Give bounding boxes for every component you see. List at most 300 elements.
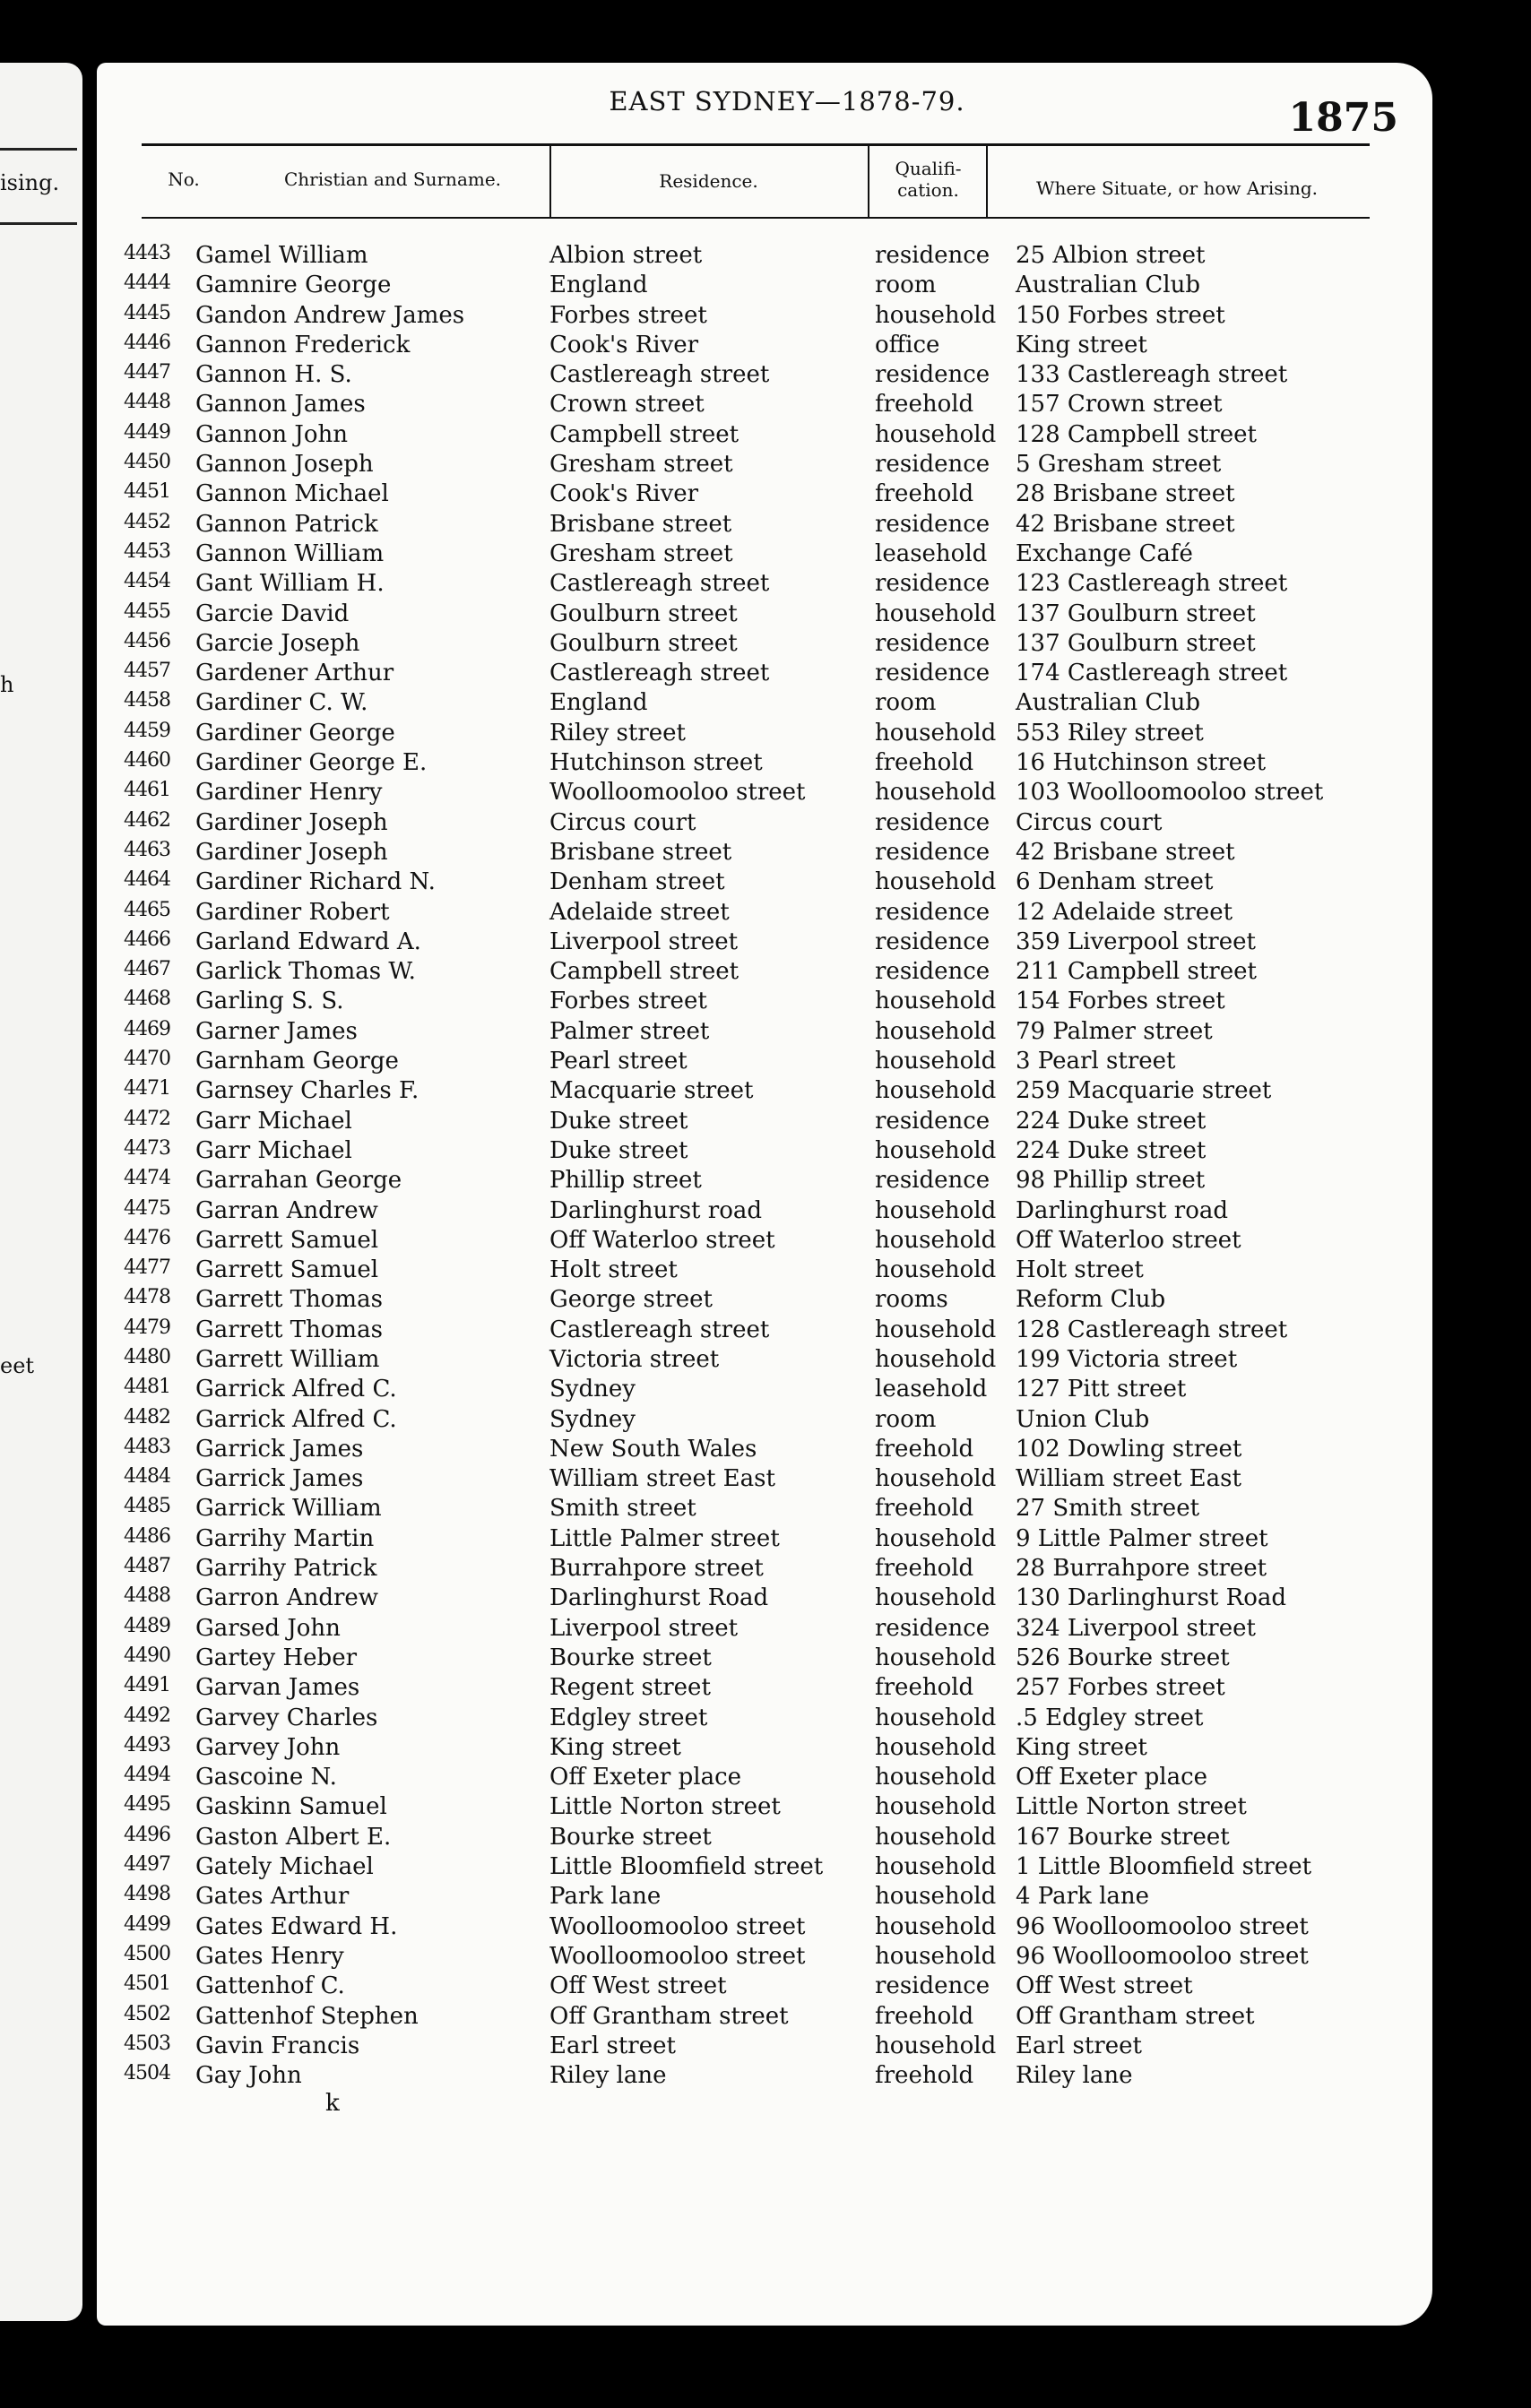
entry-qualification: household bbox=[875, 1883, 997, 1911]
entry-row bbox=[97, 1644, 1432, 1674]
entry-where-situate: 211 Campbell street bbox=[1016, 958, 1257, 986]
entry-name: Gartey Heber bbox=[195, 1644, 358, 1671]
entry-residence: Forbes street bbox=[549, 988, 707, 1015]
entry-qualification: household bbox=[875, 1465, 997, 1493]
entry-where-situate: 4 Park lane bbox=[1016, 1883, 1150, 1911]
entry-row bbox=[97, 1913, 1432, 1943]
entry-residence: Castlereagh street bbox=[549, 1316, 770, 1343]
entry-where-situate: Darlinghurst road bbox=[1016, 1196, 1228, 1224]
entry-name: Gannon Patrick bbox=[195, 510, 378, 538]
entry-number: 4489 bbox=[124, 1614, 170, 1637]
entry-row bbox=[97, 899, 1432, 928]
entry-name: Gannon James bbox=[195, 391, 366, 419]
header-top-rule bbox=[142, 143, 1370, 146]
entry-residence: England bbox=[549, 689, 648, 717]
entry-number: 4504 bbox=[124, 2062, 170, 2085]
entry-qualification: freehold bbox=[875, 1674, 974, 1702]
entry-residence: Palmer street bbox=[549, 1017, 710, 1045]
entry-residence: Goulburn street bbox=[549, 629, 738, 657]
previous-page-margin-text: h bbox=[0, 672, 14, 697]
entry-where-situate: 224 Duke street bbox=[1016, 1136, 1207, 1164]
entry-row bbox=[97, 570, 1432, 600]
entry-row bbox=[97, 779, 1432, 808]
column-header-name: Christian and Surname. bbox=[283, 168, 502, 190]
entry-number: 4457 bbox=[124, 660, 170, 683]
entry-where-situate: 174 Castlereagh street bbox=[1016, 660, 1288, 687]
entry-number: 4451 bbox=[124, 480, 170, 504]
entry-number: 4481 bbox=[124, 1376, 170, 1399]
entry-where-situate: 150 Forbes street bbox=[1016, 301, 1225, 329]
entry-name: Gardiner Joseph bbox=[195, 838, 388, 866]
entry-qualification: household bbox=[875, 988, 997, 1015]
entry-name: Garnsey Charles F. bbox=[195, 1077, 420, 1105]
entry-residence: Earl street bbox=[549, 2032, 676, 2059]
entry-number: 4487 bbox=[124, 1555, 170, 1578]
entry-qualification: residence bbox=[875, 1167, 990, 1195]
entry-number: 4446 bbox=[124, 331, 170, 354]
entry-residence: Castlereagh street bbox=[549, 660, 770, 687]
entry-qualification: freehold bbox=[875, 1555, 974, 1583]
printer-signature-mark: k bbox=[325, 2090, 340, 2117]
entry-name: Garcie David bbox=[195, 600, 350, 627]
entry-where-situate: 28 Brisbane street bbox=[1016, 480, 1235, 508]
entry-where-situate: King street bbox=[1016, 1733, 1147, 1761]
entry-qualification: household bbox=[875, 1704, 997, 1731]
entry-number: 4478 bbox=[124, 1286, 170, 1309]
entry-row bbox=[97, 1584, 1432, 1614]
entry-number: 4497 bbox=[124, 1853, 170, 1877]
entry-qualification: leasehold bbox=[875, 539, 988, 567]
entry-where-situate: 128 Castlereagh street bbox=[1016, 1316, 1288, 1343]
entry-row bbox=[97, 421, 1432, 451]
entry-number: 4461 bbox=[124, 779, 170, 802]
entry-qualification: household bbox=[875, 1345, 997, 1373]
entry-residence: Crown street bbox=[549, 391, 705, 419]
entry-name: Gascoine N. bbox=[195, 1764, 337, 1791]
entry-number: 4450 bbox=[124, 451, 170, 474]
entry-qualification: household bbox=[875, 301, 997, 329]
entry-name: Gardiner Richard N. bbox=[195, 868, 436, 896]
entry-residence: Circus court bbox=[549, 808, 696, 836]
entry-row bbox=[97, 1465, 1432, 1495]
entry-qualification: freehold bbox=[875, 480, 974, 508]
entry-row bbox=[97, 1137, 1432, 1167]
entry-name: Gardiner George E. bbox=[195, 749, 428, 777]
entry-name: Garrett Thomas bbox=[195, 1316, 383, 1343]
entry-qualification: household bbox=[875, 600, 997, 627]
entry-where-situate: Union Club bbox=[1016, 1405, 1150, 1433]
entry-number: 4482 bbox=[124, 1405, 170, 1428]
entry-residence: Little Norton street bbox=[549, 1793, 781, 1821]
entry-residence: Holt street bbox=[549, 1256, 678, 1284]
entry-qualification: residence bbox=[875, 570, 990, 598]
entry-where-situate: 137 Goulburn street bbox=[1016, 629, 1256, 657]
entry-row bbox=[97, 361, 1432, 391]
entry-qualification: freehold bbox=[875, 1495, 974, 1523]
entry-where-situate: 324 Liverpool street bbox=[1016, 1614, 1256, 1642]
entry-where-situate: Exchange Café bbox=[1016, 539, 1193, 567]
entry-where-situate: 167 Bourke street bbox=[1016, 1823, 1230, 1851]
entry-row bbox=[97, 1525, 1432, 1555]
entry-row bbox=[97, 958, 1432, 988]
entry-name: Gandon Andrew James bbox=[195, 301, 465, 329]
entry-name: Gardiner Joseph bbox=[195, 808, 388, 836]
entry-row bbox=[97, 1436, 1432, 1465]
entry-where-situate: 157 Crown street bbox=[1016, 391, 1223, 419]
entry-residence: Campbell street bbox=[549, 958, 740, 986]
entry-row bbox=[97, 1674, 1432, 1704]
entry-where-situate: 98 Phillip street bbox=[1016, 1167, 1206, 1195]
entry-number: 4453 bbox=[124, 539, 170, 563]
entry-residence: Castlereagh street bbox=[549, 570, 770, 598]
entry-number: 4466 bbox=[124, 928, 170, 951]
electoral-roll-entries bbox=[97, 242, 1432, 2092]
entry-row bbox=[97, 1376, 1432, 1405]
entry-qualification: residence bbox=[875, 1972, 990, 2000]
entry-residence: Phillip street bbox=[549, 1167, 702, 1195]
entry-number: 4501 bbox=[124, 1972, 170, 1996]
entry-name: Garvan James bbox=[195, 1674, 360, 1702]
entry-number: 4456 bbox=[124, 629, 170, 652]
entry-residence: Albion street bbox=[549, 242, 703, 269]
entry-qualification: residence bbox=[875, 808, 990, 836]
entry-number: 4493 bbox=[124, 1733, 170, 1756]
column-header-no: No. bbox=[168, 168, 200, 190]
entry-residence: George street bbox=[549, 1286, 713, 1314]
entry-where-situate: Earl street bbox=[1016, 2032, 1142, 2059]
entry-row bbox=[97, 511, 1432, 540]
entry-row bbox=[97, 600, 1432, 630]
entry-where-situate: 6 Denham street bbox=[1016, 868, 1214, 896]
entry-number: 4462 bbox=[124, 808, 170, 832]
entry-name: Garrett William bbox=[195, 1345, 380, 1373]
entry-number: 4498 bbox=[124, 1883, 170, 1906]
entry-row bbox=[97, 1346, 1432, 1376]
entry-row bbox=[97, 1286, 1432, 1316]
entry-number: 4492 bbox=[124, 1704, 170, 1727]
entry-row bbox=[97, 272, 1432, 301]
entry-where-situate: 553 Riley street bbox=[1016, 719, 1204, 747]
entry-name: Garner James bbox=[195, 1017, 358, 1045]
entry-number: 4495 bbox=[124, 1793, 170, 1817]
entry-residence: Off Waterloo street bbox=[549, 1226, 775, 1254]
column-header-residence: Residence. bbox=[659, 170, 758, 192]
entry-number: 4464 bbox=[124, 868, 170, 892]
entry-qualification: household bbox=[875, 1853, 997, 1881]
entry-qualification: room bbox=[875, 272, 937, 299]
entry-row bbox=[97, 1495, 1432, 1524]
entry-residence: Cook's River bbox=[549, 331, 699, 358]
entry-qualification: freehold bbox=[875, 749, 974, 777]
entry-residence: England bbox=[549, 272, 648, 299]
entry-row bbox=[97, 1316, 1432, 1346]
entry-qualification: household bbox=[875, 1256, 997, 1284]
entry-qualification: household bbox=[875, 1048, 997, 1075]
entry-residence: Duke street bbox=[549, 1107, 688, 1135]
entry-where-situate: 79 Palmer street bbox=[1016, 1017, 1213, 1045]
entry-where-situate: 102 Dowling street bbox=[1016, 1435, 1242, 1463]
entry-where-situate: Off Exeter place bbox=[1016, 1764, 1208, 1791]
previous-page-header-fragment: ising. bbox=[0, 170, 60, 195]
entry-where-situate: 123 Castlereagh street bbox=[1016, 570, 1288, 598]
entry-qualification: residence bbox=[875, 1614, 990, 1642]
entry-number: 4494 bbox=[124, 1764, 170, 1787]
entry-number: 4472 bbox=[124, 1107, 170, 1130]
entry-qualification: household bbox=[875, 1524, 997, 1552]
entry-qualification: residence bbox=[875, 1107, 990, 1135]
entry-residence: Little Bloomfield street bbox=[549, 1853, 824, 1881]
previous-page-margin-text: eet bbox=[0, 1353, 35, 1378]
entry-qualification: residence bbox=[875, 928, 990, 955]
entry-row bbox=[97, 689, 1432, 719]
entry-row bbox=[97, 1883, 1432, 1912]
entry-number: 4470 bbox=[124, 1048, 170, 1071]
entry-number: 4465 bbox=[124, 898, 170, 921]
entry-name: Garling S. S. bbox=[195, 988, 344, 1015]
entry-name: Gardiner George bbox=[195, 719, 395, 747]
entry-qualification: household bbox=[875, 1942, 997, 1970]
entry-number: 4499 bbox=[124, 1912, 170, 1936]
entry-number: 4473 bbox=[124, 1136, 170, 1160]
entry-where-situate: 16 Hutchinson street bbox=[1016, 749, 1267, 777]
entry-qualification: household bbox=[875, 779, 997, 807]
entry-qualification: freehold bbox=[875, 1435, 974, 1463]
entry-qualification: household bbox=[875, 1017, 997, 1045]
entry-residence: Smith street bbox=[549, 1495, 696, 1523]
entry-number: 4484 bbox=[124, 1465, 170, 1489]
entry-row bbox=[97, 2033, 1432, 2062]
entry-name: Garsed John bbox=[195, 1614, 341, 1642]
column-divider bbox=[868, 145, 869, 217]
entry-row bbox=[97, 332, 1432, 361]
entry-residence: New South Wales bbox=[549, 1435, 757, 1463]
entry-residence: Woolloomooloo street bbox=[549, 1912, 806, 1940]
entry-qualification: freehold bbox=[875, 2002, 974, 2030]
entry-row bbox=[97, 1793, 1432, 1823]
entry-number: 4488 bbox=[124, 1584, 170, 1608]
entry-residence: Darlinghurst Road bbox=[549, 1584, 769, 1612]
entry-name: Garrett Samuel bbox=[195, 1256, 379, 1284]
entry-name: Gamnire George bbox=[195, 272, 392, 299]
entry-residence: Castlereagh street bbox=[549, 361, 770, 389]
entry-residence: Bourke street bbox=[549, 1644, 712, 1671]
entry-row bbox=[97, 1853, 1432, 1883]
entry-qualification: household bbox=[875, 1077, 997, 1105]
entry-number: 4463 bbox=[124, 838, 170, 861]
entry-residence: Off West street bbox=[549, 1972, 727, 2000]
entry-residence: Cook's River bbox=[549, 480, 699, 508]
entry-where-situate: .5 Edgley street bbox=[1016, 1704, 1204, 1731]
entry-name: Gattenhof Stephen bbox=[195, 2002, 419, 2030]
entry-name: Gately Michael bbox=[195, 1853, 374, 1881]
entry-qualification: household bbox=[875, 1912, 997, 1940]
entry-qualification: residence bbox=[875, 838, 990, 866]
entry-row bbox=[97, 660, 1432, 689]
entry-residence: Woolloomooloo street bbox=[549, 1942, 806, 1970]
entry-qualification: household bbox=[875, 1316, 997, 1343]
entry-row bbox=[97, 540, 1432, 570]
entry-row bbox=[97, 809, 1432, 839]
entry-residence: Little Palmer street bbox=[549, 1524, 780, 1552]
entry-number: 4447 bbox=[124, 361, 170, 384]
entry-where-situate: 1 Little Bloomfield street bbox=[1016, 1853, 1312, 1881]
entry-residence: Adelaide street bbox=[549, 898, 730, 926]
entry-name: Gannon H. S. bbox=[195, 361, 352, 389]
entry-residence: King street bbox=[549, 1733, 681, 1761]
entry-name: Garnham George bbox=[195, 1048, 399, 1075]
entry-name: Garcie Joseph bbox=[195, 629, 360, 657]
entry-residence: Park lane bbox=[549, 1883, 662, 1911]
entry-residence: Victoria street bbox=[549, 1345, 720, 1373]
entry-residence: Darlinghurst road bbox=[549, 1196, 762, 1224]
entry-where-situate: 42 Brisbane street bbox=[1016, 838, 1235, 866]
previous-page-rule bbox=[0, 222, 77, 225]
entry-number: 4449 bbox=[124, 420, 170, 444]
entry-residence: Hutchinson street bbox=[549, 749, 763, 777]
entry-number: 4468 bbox=[124, 988, 170, 1011]
entry-name: Garran Andrew bbox=[195, 1196, 378, 1224]
entry-row bbox=[97, 1256, 1432, 1286]
entry-row bbox=[97, 630, 1432, 660]
entry-where-situate: 133 Castlereagh street bbox=[1016, 361, 1288, 389]
entry-where-situate: 224 Duke street bbox=[1016, 1107, 1207, 1135]
entry-name: Garron Andrew bbox=[195, 1584, 379, 1612]
entry-row bbox=[97, 1197, 1432, 1227]
entry-residence: Denham street bbox=[549, 868, 725, 896]
entry-row bbox=[97, 1824, 1432, 1853]
entry-row bbox=[97, 1018, 1432, 1048]
entry-row bbox=[97, 451, 1432, 480]
entry-qualification: residence bbox=[875, 361, 990, 389]
entry-name: Garland Edward A. bbox=[195, 928, 421, 955]
entry-name: Garrett Samuel bbox=[195, 1226, 379, 1254]
entry-name: Gattenhof C. bbox=[195, 1972, 345, 2000]
entry-where-situate: 12 Adelaide street bbox=[1016, 898, 1233, 926]
entry-where-situate: 128 Campbell street bbox=[1016, 420, 1257, 448]
entry-where-situate: Reform Club bbox=[1016, 1286, 1166, 1314]
entry-where-situate: 257 Forbes street bbox=[1016, 1674, 1225, 1702]
entry-name: Garvey John bbox=[195, 1733, 341, 1761]
column-header-qualification bbox=[872, 158, 984, 201]
entry-qualification: residence bbox=[875, 242, 990, 269]
entry-name: Gannon William bbox=[195, 539, 385, 567]
entry-where-situate: Off West street bbox=[1016, 1972, 1193, 2000]
entry-where-situate: King street bbox=[1016, 331, 1147, 358]
entry-number: 4469 bbox=[124, 1017, 170, 1040]
entry-number: 4475 bbox=[124, 1196, 170, 1220]
page-number: 1875 bbox=[1288, 95, 1398, 141]
entry-qualification: residence bbox=[875, 660, 990, 687]
entry-where-situate: 359 Liverpool street bbox=[1016, 928, 1256, 955]
entry-qualification: leasehold bbox=[875, 1376, 988, 1403]
column-divider bbox=[986, 145, 988, 217]
entry-qualification: room bbox=[875, 1405, 937, 1433]
entry-name: Gates Henry bbox=[195, 1942, 344, 1970]
entry-residence: Woolloomooloo street bbox=[549, 779, 806, 807]
entry-where-situate: Holt street bbox=[1016, 1256, 1144, 1284]
entry-name: Gardiner Robert bbox=[195, 898, 390, 926]
entry-number: 4479 bbox=[124, 1316, 170, 1339]
entry-row bbox=[97, 1555, 1432, 1584]
entry-residence: William street East bbox=[549, 1465, 775, 1493]
entry-name: Gardiner Henry bbox=[195, 779, 383, 807]
entry-number: 4500 bbox=[124, 1942, 170, 1965]
entry-where-situate: 130 Darlinghurst Road bbox=[1016, 1584, 1287, 1612]
entry-row bbox=[97, 720, 1432, 749]
entry-where-situate: 5 Gresham street bbox=[1016, 451, 1222, 479]
entry-row bbox=[97, 2003, 1432, 2033]
entry-where-situate: 127 Pitt street bbox=[1016, 1376, 1187, 1403]
entry-row bbox=[97, 1406, 1432, 1436]
entry-number: 4477 bbox=[124, 1256, 170, 1280]
entry-name: Gannon Michael bbox=[195, 480, 389, 508]
entry-number: 4476 bbox=[124, 1226, 170, 1249]
entry-residence: Bourke street bbox=[549, 1823, 712, 1851]
entry-qualification: residence bbox=[875, 898, 990, 926]
entry-number: 4444 bbox=[124, 272, 170, 295]
entry-number: 4483 bbox=[124, 1435, 170, 1458]
entry-qualification: room bbox=[875, 689, 937, 717]
entry-row bbox=[97, 1764, 1432, 1793]
entry-where-situate: 96 Woolloomooloo street bbox=[1016, 1912, 1309, 1940]
entry-qualification: household bbox=[875, 1226, 997, 1254]
entry-residence: Liverpool street bbox=[549, 1614, 739, 1642]
entry-where-situate: Circus court bbox=[1016, 808, 1163, 836]
entry-number: 4467 bbox=[124, 958, 170, 981]
entry-residence: Off Grantham street bbox=[549, 2002, 789, 2030]
entry-name: Gannon Frederick bbox=[195, 331, 411, 358]
entry-name: Garr Michael bbox=[195, 1107, 352, 1135]
entry-row bbox=[97, 1972, 1432, 2002]
page-title: EAST SYDNEY—1878-79. bbox=[609, 86, 965, 117]
entry-qualification: household bbox=[875, 1823, 997, 1851]
entry-name: Gates Arthur bbox=[195, 1883, 350, 1911]
column-header-qualification-line-1: Qualifi- bbox=[895, 158, 962, 179]
entry-qualification: household bbox=[875, 1584, 997, 1612]
entry-number: 4496 bbox=[124, 1823, 170, 1846]
entry-row bbox=[97, 749, 1432, 779]
entry-row bbox=[97, 1943, 1432, 1972]
entry-row bbox=[97, 242, 1432, 272]
entry-residence: Brisbane street bbox=[549, 510, 732, 538]
entry-qualification: household bbox=[875, 868, 997, 896]
entry-row bbox=[97, 1167, 1432, 1196]
column-header-where: Where Situate, or how Arising. bbox=[1035, 177, 1318, 199]
entry-name: Gannon John bbox=[195, 420, 348, 448]
column-divider bbox=[549, 145, 551, 217]
entry-residence: Sydney bbox=[549, 1376, 636, 1403]
entry-name: Garrick Alfred C. bbox=[195, 1405, 397, 1433]
entry-qualification: household bbox=[875, 1196, 997, 1224]
entry-qualification: household bbox=[875, 2032, 997, 2059]
entry-row bbox=[97, 1077, 1432, 1107]
entry-number: 4485 bbox=[124, 1495, 170, 1518]
entry-residence: Riley lane bbox=[549, 2062, 667, 2090]
entry-residence: Gresham street bbox=[549, 451, 733, 479]
entry-residence: Duke street bbox=[549, 1136, 688, 1164]
entry-qualification: residence bbox=[875, 451, 990, 479]
entry-qualification: household bbox=[875, 719, 997, 747]
entry-residence: Forbes street bbox=[549, 301, 707, 329]
entry-where-situate: Off Grantham street bbox=[1016, 2002, 1255, 2030]
entry-number: 4460 bbox=[124, 749, 170, 772]
entry-name: Gaston Albert E. bbox=[195, 1823, 392, 1851]
entry-number: 4486 bbox=[124, 1524, 170, 1548]
entry-row bbox=[97, 1108, 1432, 1137]
entry-residence: Off Exeter place bbox=[549, 1764, 742, 1791]
entry-name: Garrick Alfred C. bbox=[195, 1376, 397, 1403]
entry-where-situate: William street East bbox=[1016, 1465, 1241, 1493]
